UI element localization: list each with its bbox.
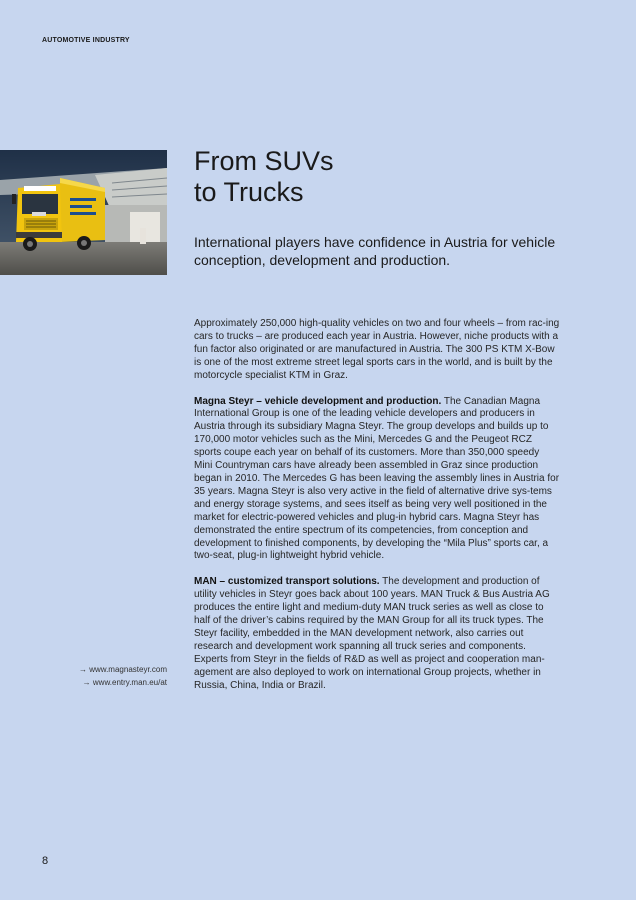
article-body (194, 318, 560, 705)
subtitle: International players have confidence in Austria for vehicle conception, development and production. (194, 234, 556, 268)
page-title-line-2: to Trucks (194, 177, 304, 207)
link-man[interactable]: → www.entry.man.eu/at (82, 677, 167, 687)
paragraph-intro (194, 318, 560, 383)
paragraph-man-lead: MAN – customized transport solutions. (194, 576, 380, 588)
paragraph-magna-steyr-lead: Magna Steyr – vehicle development and production. (194, 395, 442, 407)
section-label: AUTOMOTIVE INDUSTRY (42, 37, 130, 44)
page-title (194, 146, 334, 208)
truck-photo (0, 150, 167, 275)
paragraph-man (194, 576, 560, 692)
page-number: 8 (42, 855, 49, 867)
paragraph-man-text: The development and production of utility vehicles in Steyr goes back about 100 years. MAN Truck & Bus Austria AG produces the entire light and medium-duty MAN truck series as well as close to half of the driver’s cabins required by the MAN Group for all its truck types. The Steyr facility, embedded in the MAN development network, also carries out research and development work spanning all truck series and components. Experts from Steyr in the fields of R&D as well as project and cooperation man-agement are also deployed to work on international Group projects, whether in Russia, China, India or Brazil. (194, 576, 550, 691)
page-title-line-1: From SUVs (194, 146, 334, 176)
reference-links (79, 664, 167, 690)
paragraph-magna-steyr (194, 396, 560, 564)
paragraph-magna-steyr-text: The Canadian Magna International Group is one of the leading vehicle developers and producers in Austria through its subsidiary Magna Steyr. The group develops and builds up to 170,000 motor vehicles such as the Mini, Mercedes G and the Peugeot RCZ sports coupe each year on behalf of its customers. More than 350,000 speedy Mini Countryman cars have already been assembled in Graz since production began in 2010. The Mercedes G has been leaving the assembly lines in Austria for 35 years. Magna Steyr is also very active in the field of alternative drive sys-tems and energy storage systems, and sees itself as being very well positioned in the market for electric-powered vehicles and plug-in hybrid cars. Magna Steyr has demonstrated the entire spectrum of its competencies, from conception and development to finished components, by developing the “Mila Plus” sports car, a two-seat, plug-in lightweight hybrid vehicle. (194, 395, 560, 562)
paragraph-intro-text: Approximately 250,000 high-quality vehicles on two and four wheels – from rac-ing cars to trucks – are produced each year in Austria. However, niche products with a fun factor also originated or are manufactured in Austria. The 300 PS KTM X-Bow is one of the most extreme street legal sports cars in the world, and is built by the motorcycle specialist KTM in Graz. (194, 318, 560, 381)
link-magnasteyr[interactable]: → www.magnasteyr.com (78, 665, 167, 674)
